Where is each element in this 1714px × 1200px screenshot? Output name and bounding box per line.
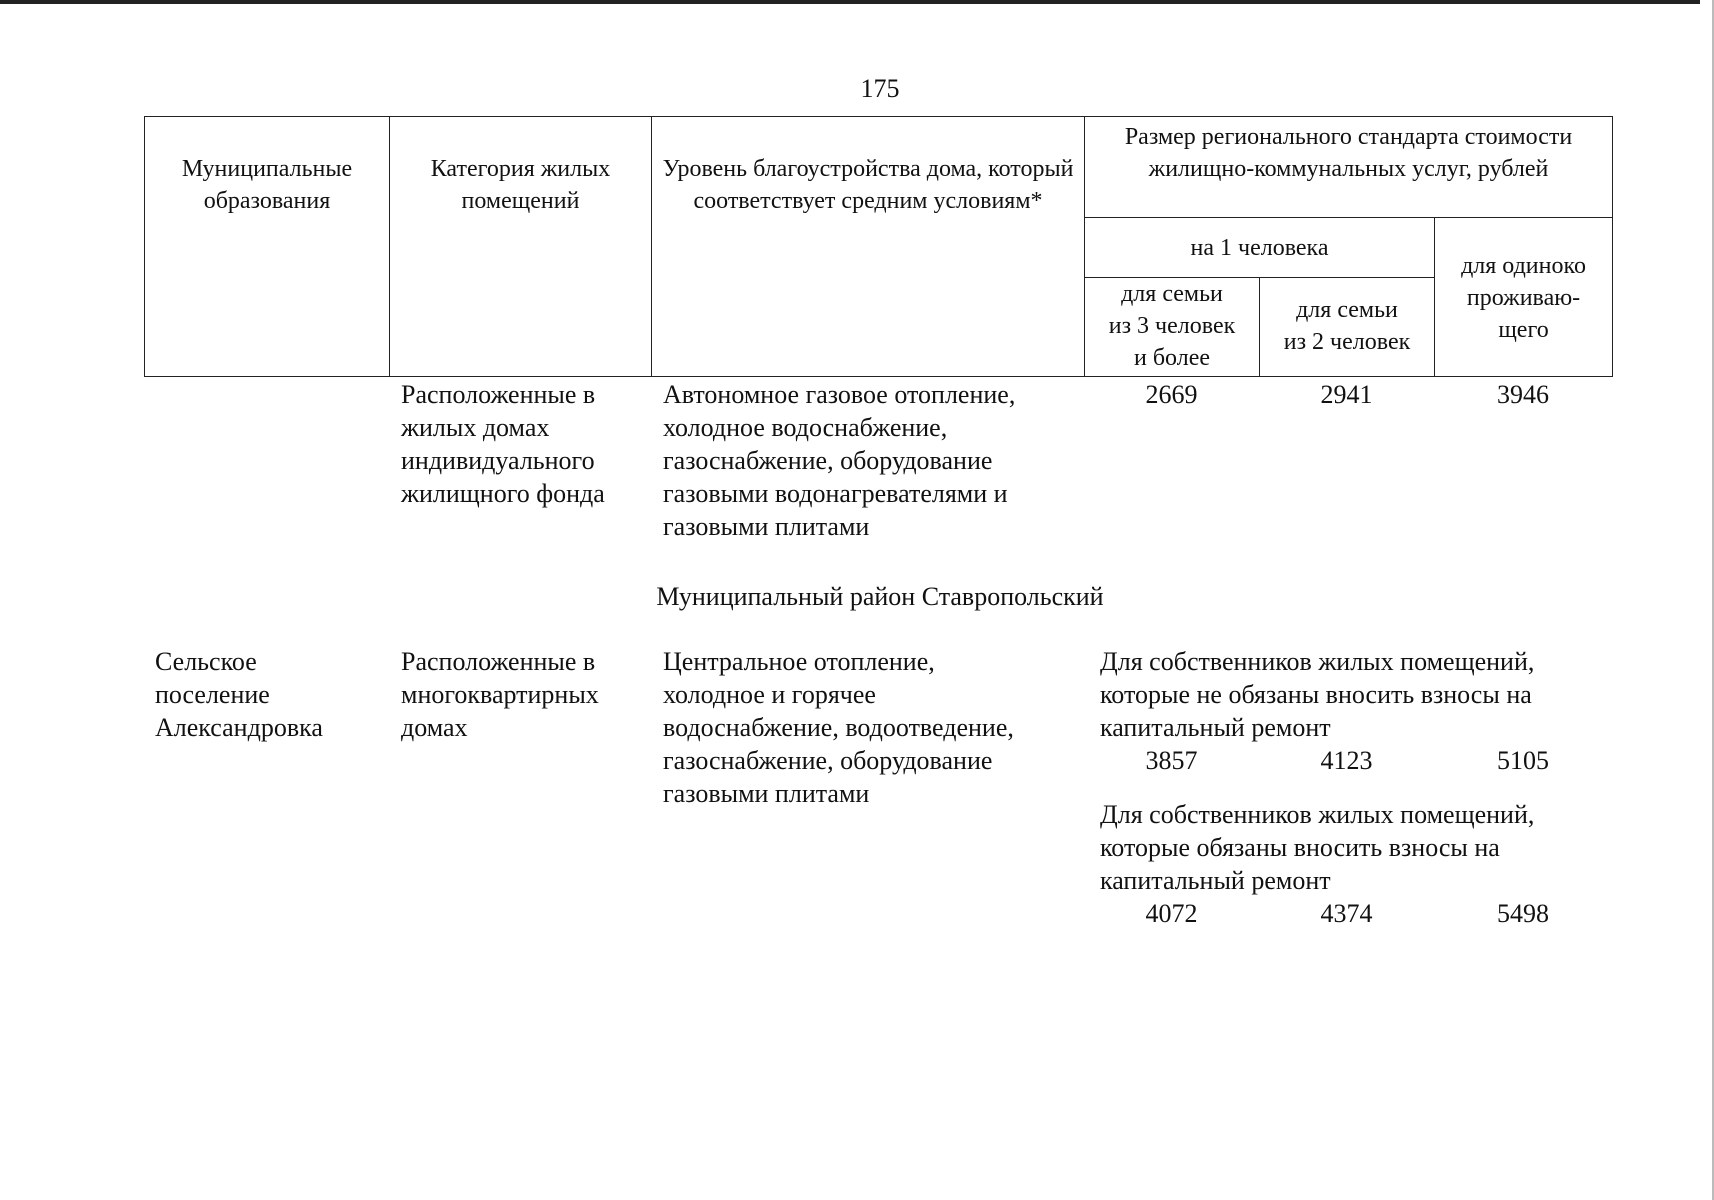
- header-category: Категория жилых помещений: [390, 117, 652, 377]
- value-b-family-2: 4374: [1320, 899, 1373, 928]
- header-family-2: для семьи из 2 человек: [1260, 278, 1435, 377]
- top-border-line: [0, 0, 1700, 4]
- header-single: для одиноко проживаю- щего: [1435, 218, 1613, 377]
- value-a-single: 5105: [1497, 746, 1549, 775]
- value-b-single: 5498: [1497, 899, 1549, 928]
- header-level: Уровень благоустройства дома, который соответствует средним условиям*: [652, 117, 1085, 377]
- prev-value-family-3: 2669: [1145, 380, 1198, 409]
- row-level: Центральное отопление, холодное и горячее водоснабжение, водоотведение, газоснабжение, оборудование газовыми плитами: [663, 647, 1014, 808]
- section-title: Муниципальный район Ставропольский: [656, 582, 1104, 611]
- value-b-family-3: 4072: [1145, 899, 1198, 928]
- prev-value-single: 3946: [1497, 380, 1549, 409]
- header-municipality: Муниципальные образования: [145, 117, 390, 377]
- note-no-capital-repair: Для собственников жилых помещений, которые не обязаны вносить взносы на капитальный ремонт: [1100, 647, 1535, 742]
- prev-row-category: Расположенные в жилых домах индивидуального жилищного фонда: [401, 380, 605, 508]
- page-number: 175: [860, 74, 900, 103]
- value-a-family-3: 3857: [1145, 746, 1198, 775]
- prev-row-level: Автономное газовое отопление, холодное водоснабжение, газоснабжение, оборудование газовыми водонагревателями и газовыми плитами: [663, 380, 1016, 541]
- header-standard: Размер регионального стандарта стоимости жилищно-коммунальных услуг, рублей: [1085, 117, 1613, 218]
- header-table: [144, 116, 1613, 377]
- header-per-person: на 1 человека: [1085, 218, 1435, 278]
- header-family-3: для семьи из 3 человек и более: [1085, 278, 1260, 377]
- value-a-family-2: 4123: [1320, 746, 1373, 775]
- note-with-capital-repair: Для собственников жилых помещений, которые обязаны вносить взносы на капитальный ремонт: [1100, 800, 1535, 895]
- row-category: Расположенные в многоквартирных домах: [401, 647, 599, 742]
- prev-value-family-2: 2941: [1320, 380, 1373, 409]
- row-municipality: Сельское поселение Александровка: [155, 647, 323, 742]
